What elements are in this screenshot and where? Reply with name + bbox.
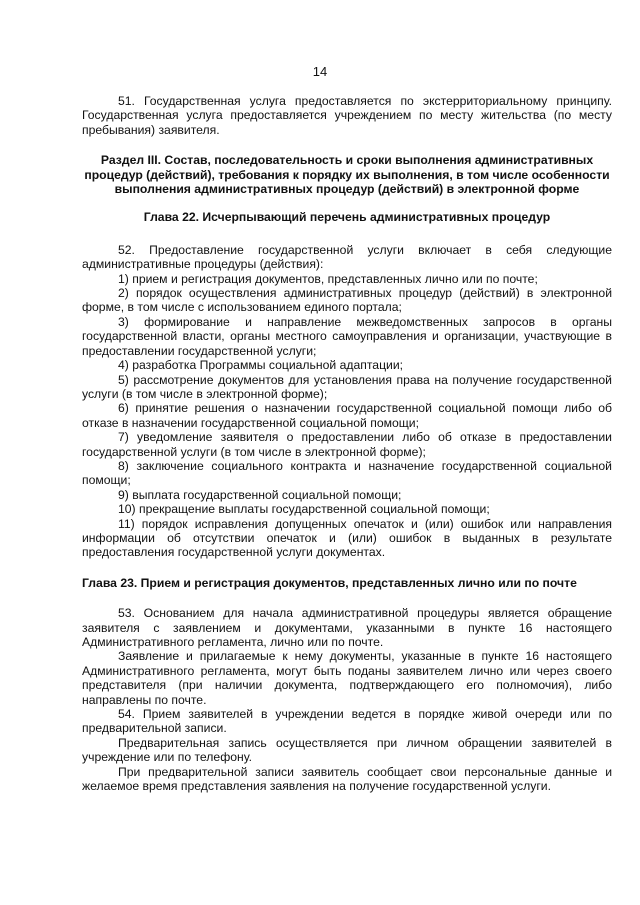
- list-item-8: 8) заключение социального контракта и назначение государственной социальной помощи;: [82, 458, 612, 488]
- list-item-10: 10) прекращение выплаты государственной социальной помощи;: [118, 502, 490, 517]
- list-item-1: 1) прием и регистрация документов, представленных лично или по почте;: [118, 271, 538, 286]
- document-body: [82, 94, 612, 793]
- paragraph-54-final: При предварительной записи заявитель сообщает свои персональные данные и желаемое время представления заявления на получение государственной услуги.: [82, 764, 612, 794]
- list-item-6: 6) принятие решения о назначении государственной социальной помощи либо об отказе в назначении государственной социальной помощи;: [82, 401, 612, 430]
- list-item-11: 11) порядок исправления допущенных опечаток и (или) ошибок или направления информации об отсутствии опечаток и (или) ошибок в выданных в результате предоставления государственной услуги документах.: [82, 516, 612, 560]
- list-item-4: 4) разработка Программы социальной адаптации;: [118, 358, 404, 373]
- list-item-9: 9) выплата государственной социальной помощи;: [118, 487, 402, 502]
- paragraph-51: 51. Государственная услуга предоставляется по экстерриториальному принципу. Государственная услуга предоставляется учреждением по месту жительства (по месту пребывания) заявителя.: [82, 94, 612, 137]
- chapter-22-heading: Глава 22. Исчерпывающий перечень административных процедур: [143, 210, 551, 225]
- list-item-2: 2) порядок осуществления административных процедур (действий) в электронной форме, в том числе с использованием единого портала;: [82, 286, 612, 315]
- paragraph-54: 54. Прием заявителей в учреждении ведется в порядке живой очереди или по предварительной записи.: [82, 707, 612, 736]
- list-item-7: 7) уведомление заявителя о предоставлении либо об отказе в предоставлении государственной услуги (в том числе в электронной форме);: [82, 430, 612, 459]
- paragraph-54-continued: Предварительная запись осуществляется при личном обращении заявителей в учреждение или по телефону.: [82, 735, 612, 765]
- list-item-3: 3) формирование и направление межведомственных запросов в органы государственной власти, органы местного самоуправления и организации, участвующие в предоставлении государственной услуги;: [82, 314, 612, 358]
- page-number: 14: [312, 64, 328, 79]
- list-item-5: 5) рассмотрение документов для установления права на получение государственной услуги (в том числе в электронной форме);: [82, 372, 612, 401]
- paragraph-53: 53. Основанием для начала административной процедуры является обращение заявителя с заявлением и документами, указанными в пункте 16 настоящего Административного регламента, лично или по почте.: [82, 606, 612, 649]
- paragraph-53-continued: Заявление и прилагаемые к нему документы, указанные в пункте 16 настоящего Административного регламента, могут быть поданы заявителем лично или через своего представителя (при наличии документа, подтверждающего его полномочия), либо направлены по почте.: [82, 649, 612, 707]
- paragraph-52-intro: 52. Предоставление государственной услуги включает в себя следующие административные процедуры (действия):: [82, 242, 612, 272]
- section-3-heading: Раздел III. Состав, последовательность и сроки выполнения административных процедур (действий), требования к порядку их выполнения, в том числе особенности выполнения административных процедур (действий) в электронной форме: [84, 153, 610, 197]
- chapter-23-heading: Глава 23. Прием и регистрация документов, представленных лично или по почте: [82, 575, 577, 590]
